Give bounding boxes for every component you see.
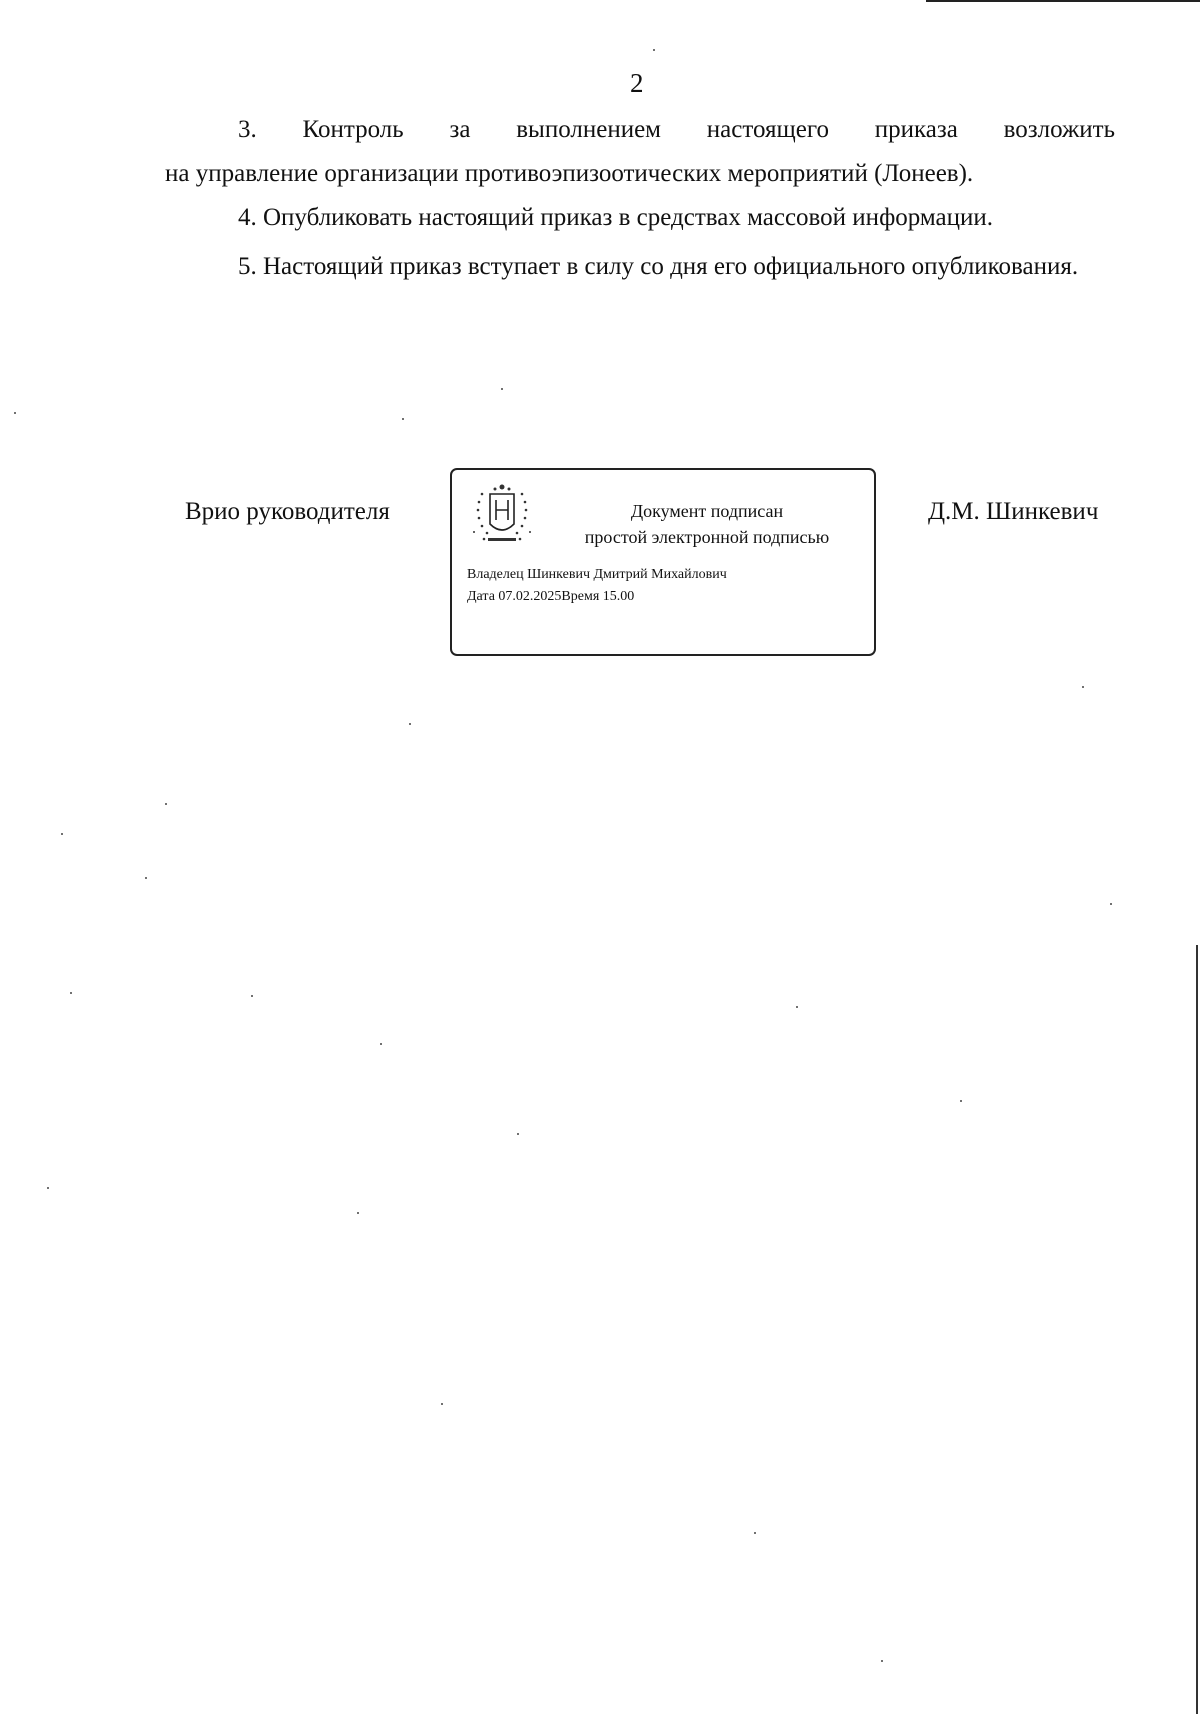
- scan-edge-top: [926, 0, 1200, 2]
- stamp-time: Время 15.00: [561, 589, 635, 604]
- scan-edge-right: [1196, 945, 1198, 1714]
- stamp-heading: [547, 498, 867, 550]
- stamp-details: [467, 564, 727, 608]
- paragraph-item-4: 4. Опубликовать настоящий приказ в средствах массовой информации.: [238, 204, 994, 231]
- coat-of-arms-icon: [470, 480, 534, 546]
- stamp-datetime: [467, 586, 727, 608]
- paragraph-item-3-line-2: на управление организации противоэпизоотических мероприятий (Лонеев).: [165, 160, 974, 187]
- stamp-heading-line-1: Документ подписан: [630, 501, 784, 521]
- signer-title: Врио руководителя: [185, 498, 390, 525]
- stamp-date: Дата 07.02.2025: [467, 589, 562, 604]
- page-number: 2: [630, 68, 644, 98]
- paragraph-item-5: 5. Настоящий приказ вступает в силу со дня его официального опубликования.: [238, 253, 1079, 280]
- paragraph-item-3-line-1: 3. Контроль за выполнением настоящего приказа возложить: [238, 116, 1115, 143]
- electronic-signature-stamp: [450, 468, 876, 656]
- stamp-owner: Владелец Шинкевич Дмитрий Михайлович: [467, 567, 727, 582]
- stamp-heading-line-2: простой электронной подписью: [584, 527, 830, 547]
- paragraph-item-3: [165, 108, 1115, 196]
- signer-name: Д.М. Шинкевич: [928, 498, 1099, 525]
